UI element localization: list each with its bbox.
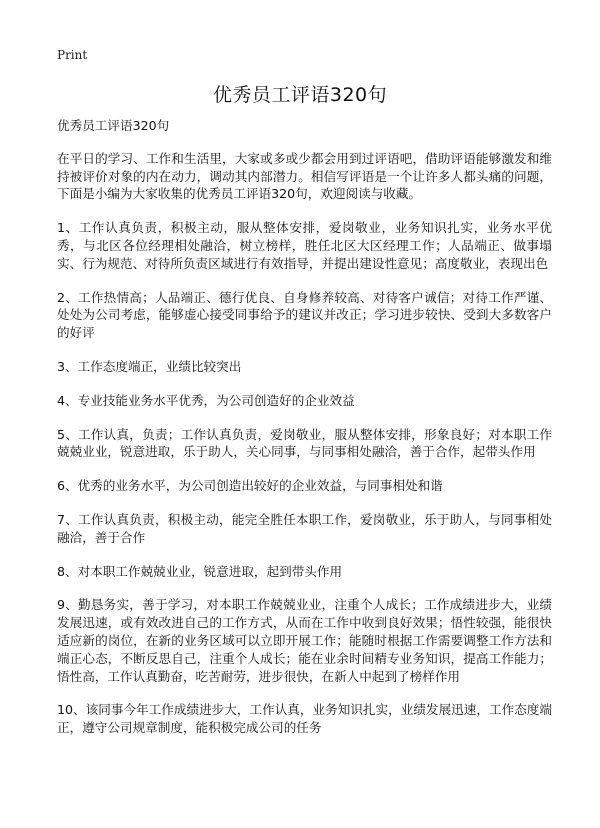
list-item: 6、优秀的业务水平，为公司创造出较好的企业效益，与同事相处和谐 (57, 478, 443, 494)
list-item: 3、工作态度端正，业绩比较突出 (57, 358, 242, 374)
list-item: 7、工作认真负责，积极主动，能完全胜任本职工作，爱岗敬业，乐于助人，与同事相处融洽，善于合作 (57, 511, 552, 545)
print-label: Print (57, 48, 88, 62)
list-item: 1、工作认真负责，积极主动，服从整体安排，爱岗敬业，业务知识扎实，业务水平优秀，与北区各位经理相处融洽，树立榜样，胜任北区大区经理工作；人品端正、做事塌实、行为规范、对待所负责区域进行有效指导，并提出建设性意见；高度敬业，表现出色 (57, 220, 552, 271)
document-body (57, 117, 552, 753)
document-title: 优秀员工评语320句 (212, 84, 388, 106)
document-subtitle: 优秀员工评语320句 (57, 118, 170, 133)
list-item: 10、该同事今年工作成绩进步大，工作认真，业务知识扎实，业绩发展迅速，工作态度端正，遵守公司规章制度，能积极完成公司的任务 (57, 702, 552, 736)
intro-paragraph: 在平日的学习、工作和生活里，大家或多或少都会用到过评语吧，借助评语能够激发和维持被评价对象的内在动力，调动其内部潜力。相信写评语是一个让许多人都头痛的问题，下面是小编为大家收集的优秀员工评语320句，欢迎阅读与收藏。 (57, 150, 552, 202)
list-item: 9、勤恳务实，善于学习，对本职工作兢兢业业，注重个人成长；工作成绩进步大，业绩发展迅速，或有效改进自己的工作方式，从而在工作中收到良好效果；悟性较强，能很快适应新的岗位，在新的业务区域可以立即开展工作；能随时根据工作需要调整工作方法和端正心态，不断反思自己，注重个人成长；能在业余时间精专业务知识，提高工作能力；悟性高，工作认真勤奋，吃苦耐劳，进步很快，在新人中起到了榜样作用 (57, 597, 552, 684)
list-item: 2、工作热情高；人品端正、德行优良、自身修养较高、对待客户诚信；对待工作严谨、处处为公司考虑，能够虚心接受同事给予的建议并改正；学习进步较快、受到大多数客户的好评 (57, 289, 552, 341)
list-item: 4、专业技能业务水平优秀，为公司创造好的企业效益 (57, 392, 355, 408)
list-item: 8、对本职工作兢兢业业，锐意进取，起到带头作用 (57, 563, 343, 579)
list-item: 5、工作认真，负责；工作认真负责，爱岗敬业，服从整体安排，形象良好；对本职工作兢兢业业，锐意进取，乐于助人，关心同事，与同事相处融洽，善于合作，起带头作用 (57, 426, 552, 460)
